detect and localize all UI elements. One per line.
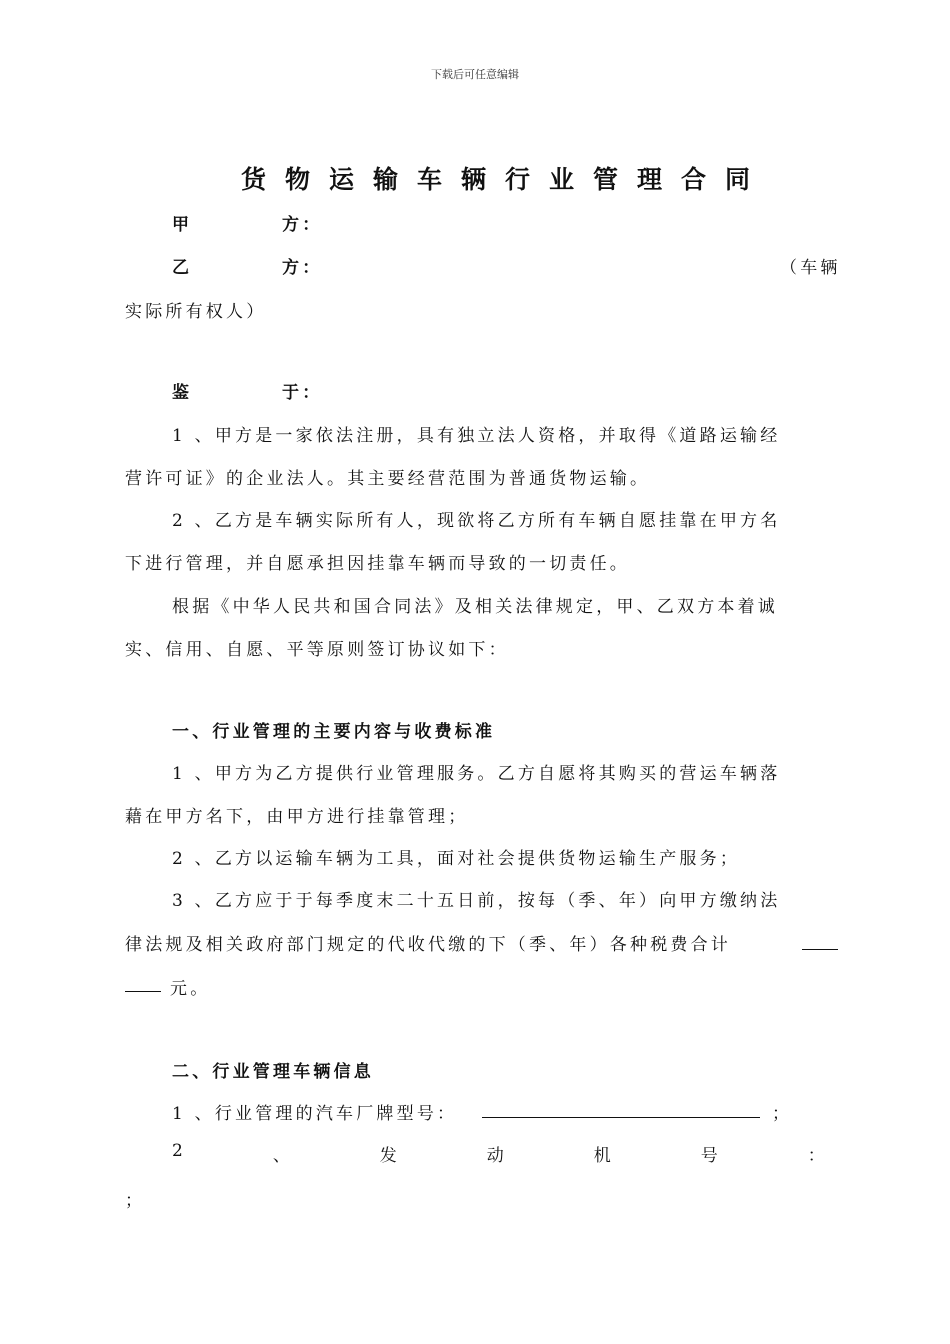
section1-item3-line1: 3 、乙方应于于每季度末二十五日前，按每（季、年）向甲方缴纳法 [172, 891, 781, 911]
recital-item1-line2: 营许可证》的企业法人。其主要经营范围为普通货物运输。 [125, 469, 651, 489]
party-b-label: 乙 [172, 258, 193, 278]
recital-item1-line1: 1 、甲方是一家依法注册，具有独立法人资格，并取得《道路运输经 [172, 426, 781, 446]
engine-number-part: 、 [272, 1146, 294, 1166]
section1-item3-line2: 律法规及相关政府部门规定的代收代缴的下（季、年）各种税费合计 [125, 935, 731, 955]
section2-item1-label: 1 、行业管理的汽车厂牌型号： [172, 1104, 458, 1124]
section1-item1-line2: 藉在甲方名下，由甲方进行挂靠管理； [125, 807, 469, 827]
fee-amount-blank-1[interactable] [802, 933, 838, 954]
engine-number-part: 号 [700, 1146, 721, 1166]
engine-number-row [172, 1141, 828, 1166]
engine-number-part: 机 [593, 1146, 614, 1166]
basis-line2: 实、信用、自愿、平等原则签订协议如下： [125, 640, 509, 660]
recital-item2-line2: 下进行管理，并自愿承担因挂靠车辆而导致的一切责任。 [125, 554, 630, 574]
recital-label: 鉴 [172, 383, 193, 403]
party-b-suffix: 方： [282, 258, 323, 278]
engine-number-part: 2 [172, 1141, 187, 1161]
section2-item1-end: ； [772, 1104, 793, 1124]
party-b-note-start: （车辆 [780, 258, 841, 278]
recital-item2-line1: 2 、乙方是车辆实际所有人，现欲将乙方所有车辆自愿挂靠在甲方名 [172, 511, 781, 531]
recital-suffix: 于： [282, 383, 323, 403]
engine-number-part: 动 [486, 1146, 507, 1166]
section2-heading: 二、行业管理车辆信息 [172, 1062, 374, 1082]
engine-number-part: ： [807, 1146, 828, 1166]
section1-item3-line3-end: 元。 [170, 979, 211, 999]
party-a-suffix: 方： [282, 215, 323, 235]
page-header: 下载后可任意编辑 [431, 68, 519, 81]
document-title: 货物运输车辆行业管理合同 [240, 165, 769, 194]
party-b-note-end: 实际所有权人） [125, 302, 267, 322]
section2-item2-end: ； [125, 1191, 146, 1211]
fee-amount-blank-2[interactable] [125, 975, 161, 996]
section1-heading: 一、行业管理的主要内容与收费标准 [172, 722, 496, 742]
section1-item1-line1: 1 、甲方为乙方提供行业管理服务。乙方自愿将其购买的营运车辆落 [172, 764, 781, 784]
party-a-label: 甲 [172, 215, 193, 235]
section1-item2: 2 、乙方以运输车辆为工具，面对社会提供货物运输生产服务； [172, 849, 741, 869]
basis-line1: 根据《中华人民共和国合同法》及相关法律规定，甲、乙双方本着诚 [172, 597, 778, 617]
engine-number-part: 发 [379, 1146, 400, 1166]
vehicle-model-blank[interactable] [482, 1101, 760, 1122]
